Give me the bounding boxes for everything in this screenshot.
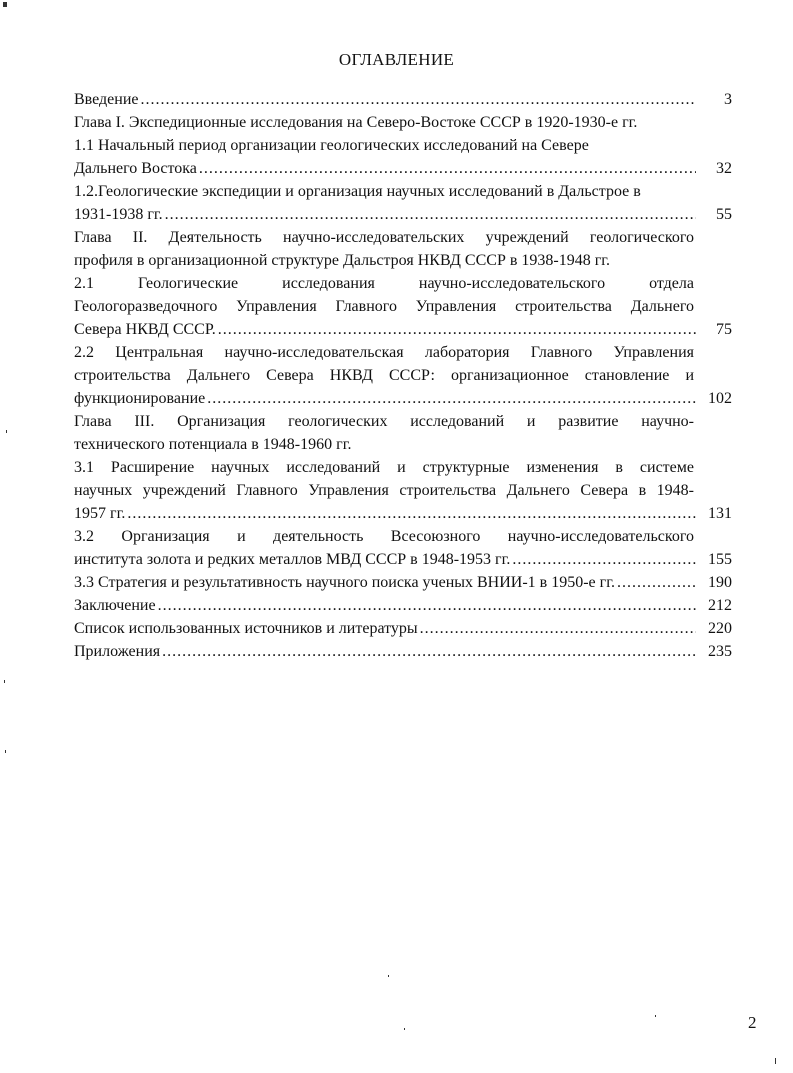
dot-leader — [141, 88, 697, 111]
toc-entry-text: Введение — [74, 91, 139, 108]
scan-speck — [655, 1015, 656, 1017]
dot-leader — [165, 203, 696, 226]
toc-page-number: 190 — [708, 574, 732, 591]
scan-speck — [4, 680, 5, 683]
dot-leader — [218, 318, 696, 341]
page-number: 2 — [748, 1013, 757, 1032]
toc-page-number: 220 — [708, 620, 732, 637]
toc-chapter-heading: профиля в организационной структуре Дальстроя НКВД СССР в 1938-1948 гг. — [74, 252, 611, 269]
scan-speck — [388, 975, 389, 977]
dot-leader — [512, 548, 696, 571]
scan-speck — [3, 2, 7, 7]
toc-chapter-heading: технического потенциала в 1948-1960 гг. — [74, 436, 352, 453]
dot-leader — [162, 640, 696, 663]
toc-entry-text: 1957 гг. — [74, 505, 126, 522]
toc-page-number: 235 — [708, 643, 732, 660]
toc-chapter-heading: Глава II. Деятельность научно-исследовательских учреждений геологического — [74, 229, 694, 246]
dot-leader — [127, 502, 696, 525]
toc-entry-text: Список использованных источников и литературы — [74, 620, 418, 637]
toc-entry-section-2-2 — [74, 341, 732, 410]
scan-speck — [775, 1058, 776, 1064]
dot-leader — [617, 571, 696, 594]
toc-entry-section-1-2 — [74, 180, 732, 226]
toc-entry-section-1-1 — [74, 134, 732, 180]
toc-entry-sources — [74, 617, 732, 640]
scan-speck — [6, 430, 7, 433]
toc-entry-text: Заключение — [74, 597, 156, 614]
toc-page-number: 55 — [716, 206, 732, 223]
toc-entry-intro — [74, 88, 732, 111]
toc-entry-chapter-2 — [74, 226, 732, 272]
toc-entry-text: Геологоразведочного Управления Главного Управления строительства Дальнего — [74, 298, 694, 315]
table-of-contents — [74, 88, 732, 663]
toc-entry-text: 1.2.Геологические экспедиции и организация научных исследований в Дальстрое в — [74, 183, 641, 200]
scan-speck — [5, 750, 6, 753]
toc-chapter-heading: Глава I. Экспедиционные исследования на Северо-Востоке СССР в 1920-1930-е гг. — [74, 114, 638, 131]
toc-page-number: 102 — [708, 390, 732, 407]
toc-page-number: 32 — [716, 160, 732, 177]
toc-entry-section-3-3 — [74, 571, 732, 594]
toc-entry-conclusion — [74, 594, 732, 617]
page-title: ОГЛАВЛЕНИЕ — [338, 50, 455, 69]
toc-entry-text: 2.1 Геологические исследования научно-исследовательского отдела — [74, 275, 694, 292]
toc-entry-text: 3.3 Стратегия и результативность научного поиска ученых ВНИИ-1 в 1950-е гг. — [74, 574, 615, 591]
toc-entry-chapter-3 — [74, 410, 732, 456]
toc-page-number: 131 — [708, 505, 732, 522]
toc-entry-text: научных учреждений Главного Управления строительства Дальнего Севера в 1948- — [74, 482, 694, 499]
toc-entry-text: 3.2 Организация и деятельность Всесоюзного научно-исследовательского — [74, 528, 694, 545]
toc-page-number: 3 — [724, 91, 732, 108]
toc-entry-appendix — [74, 640, 732, 663]
dot-leader — [158, 594, 696, 617]
toc-entry-text: 1931-1938 гг. — [74, 206, 163, 223]
toc-entry-text: 1.1 Начальный период организации геологических исследований на Севере — [74, 137, 589, 154]
dot-leader — [420, 617, 696, 640]
toc-entry-text: функционирование — [74, 390, 206, 407]
dot-leader — [207, 387, 696, 410]
toc-entry-chapter-1 — [74, 111, 732, 134]
toc-entry-section-3-2 — [74, 525, 732, 571]
toc-page-number: 75 — [716, 321, 732, 338]
toc-entry-text: 3.1 Расширение научных исследований и структурные изменения в системе — [74, 459, 694, 476]
toc-entry-text: 2.2 Центральная научно-исследовательская лаборатория Главного Управления — [74, 344, 694, 361]
toc-chapter-heading: Глава III. Организация геологических исследований и развитие научно- — [74, 413, 694, 430]
toc-page-number: 155 — [708, 551, 732, 568]
toc-entry-text: Приложения — [74, 643, 161, 660]
toc-entry-section-3-1 — [74, 456, 732, 525]
toc-page-number: 212 — [708, 597, 732, 614]
dot-leader — [199, 157, 696, 180]
toc-entry-text: строительства Дальнего Севера НКВД СССР: организационное становление и — [74, 367, 694, 384]
toc-entry-text: Севера НКВД СССР. — [74, 321, 216, 338]
toc-entry-text: института золота и редких металлов МВД СССР в 1948-1953 гг. — [74, 551, 511, 568]
toc-entry-text: Дальнего Востока — [74, 160, 197, 177]
toc-entry-section-2-1 — [74, 272, 732, 341]
scan-speck — [404, 1028, 405, 1030]
